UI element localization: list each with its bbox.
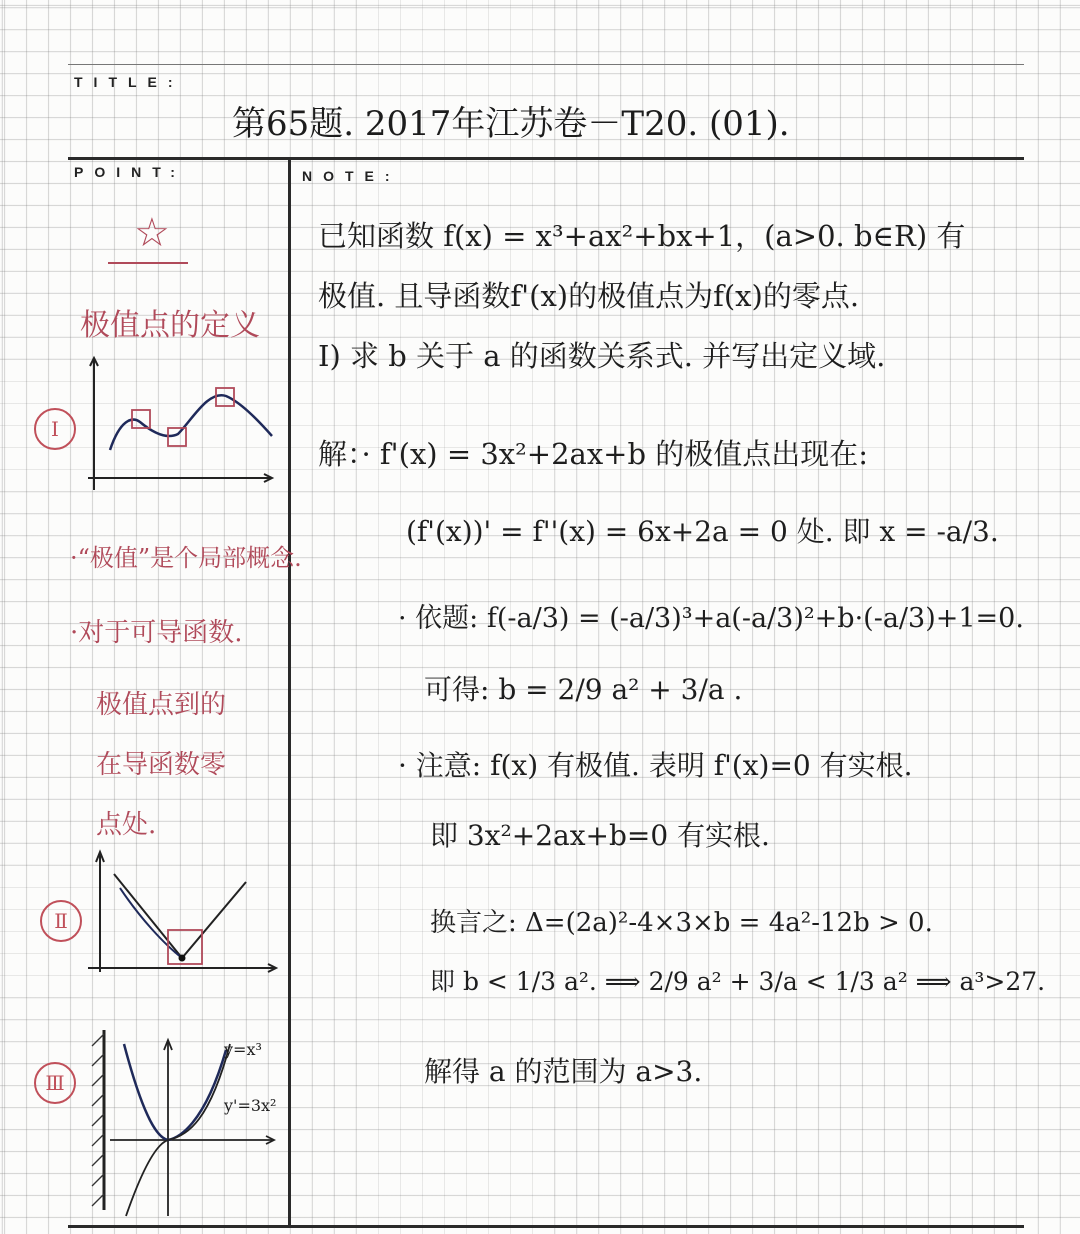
title-label: TITLE:	[74, 74, 184, 90]
graph-two	[80, 848, 280, 978]
marker-three: Ⅲ	[34, 1062, 76, 1104]
page-title: 第65题. 2017年江苏卷－T20. (01).	[232, 104, 790, 144]
title-bottom-rule	[68, 157, 1024, 160]
note-label: NOTE:	[302, 168, 401, 184]
star-icon: ☆	[134, 210, 170, 256]
column-divider	[288, 157, 291, 1227]
bottom-rule	[68, 1225, 1024, 1228]
bullet-differentiable: ·对于可导函数.	[70, 618, 243, 648]
note-line-3: I) 求 b 关于 a 的函数关系式. 并写出定义域.	[318, 339, 886, 373]
note-line-11: 即 b < 1/3 a². ⟹ 2/9 a² + 3/a < 1/3 a² ⟹ a³>27.	[430, 967, 1046, 996]
note-line-6: · 依题: f(-a/3) = (-a/3)³+a(-a/3)²+b·(-a/3)+1=0.	[398, 603, 1024, 634]
note-line-4: 解：· f'(x) = 3x²+2ax+b 的极值点出现在:	[318, 437, 869, 471]
point-label: POINT:	[74, 164, 186, 180]
note-line-7: 可得: b = 2/9 a² + 3/a .	[424, 673, 743, 706]
continuation-line-1: 极值点到的	[96, 690, 227, 720]
note-line-8: · 注意: f(x) 有极值. 表明 f'(x)=0 有实根.	[398, 749, 913, 782]
bullet-local-concept: ·“极值”是个局部概念.	[70, 544, 302, 572]
continuation-line-3: 点处.	[96, 810, 157, 840]
note-line-10: 换言之: Δ=(2a)²-4×3×b = 4a²-12b > 0.	[430, 908, 933, 938]
graph-one	[80, 350, 280, 500]
star-underline	[108, 262, 188, 264]
continuation-line-2: 在导函数零	[96, 750, 227, 780]
curve-label-derivative: y'=3x²	[224, 1096, 277, 1115]
note-line-5: (f'(x))' = f''(x) = 6x+2a = 0 处. 即 x = -a/3.	[406, 515, 999, 548]
curve-label-cubic: y=x³	[224, 1040, 262, 1059]
note-line-2: 极值. 且导函数f'(x)的极值点为f(x)的零点.	[318, 279, 860, 313]
note-line-9: 即 3x²+2ax+b=0 有实根.	[430, 819, 770, 852]
point-topic: 极值点的定义	[80, 308, 260, 343]
note-line-12: 解得 a 的范围为 a>3.	[424, 1055, 703, 1088]
marker-one: Ⅰ	[34, 408, 76, 450]
note-line-1: 已知函数 f(x) = x³+ax²+bx+1，(a>0. b∈R) 有	[318, 219, 966, 253]
marker-two: Ⅱ	[40, 900, 82, 942]
title-top-rule	[68, 64, 1024, 65]
